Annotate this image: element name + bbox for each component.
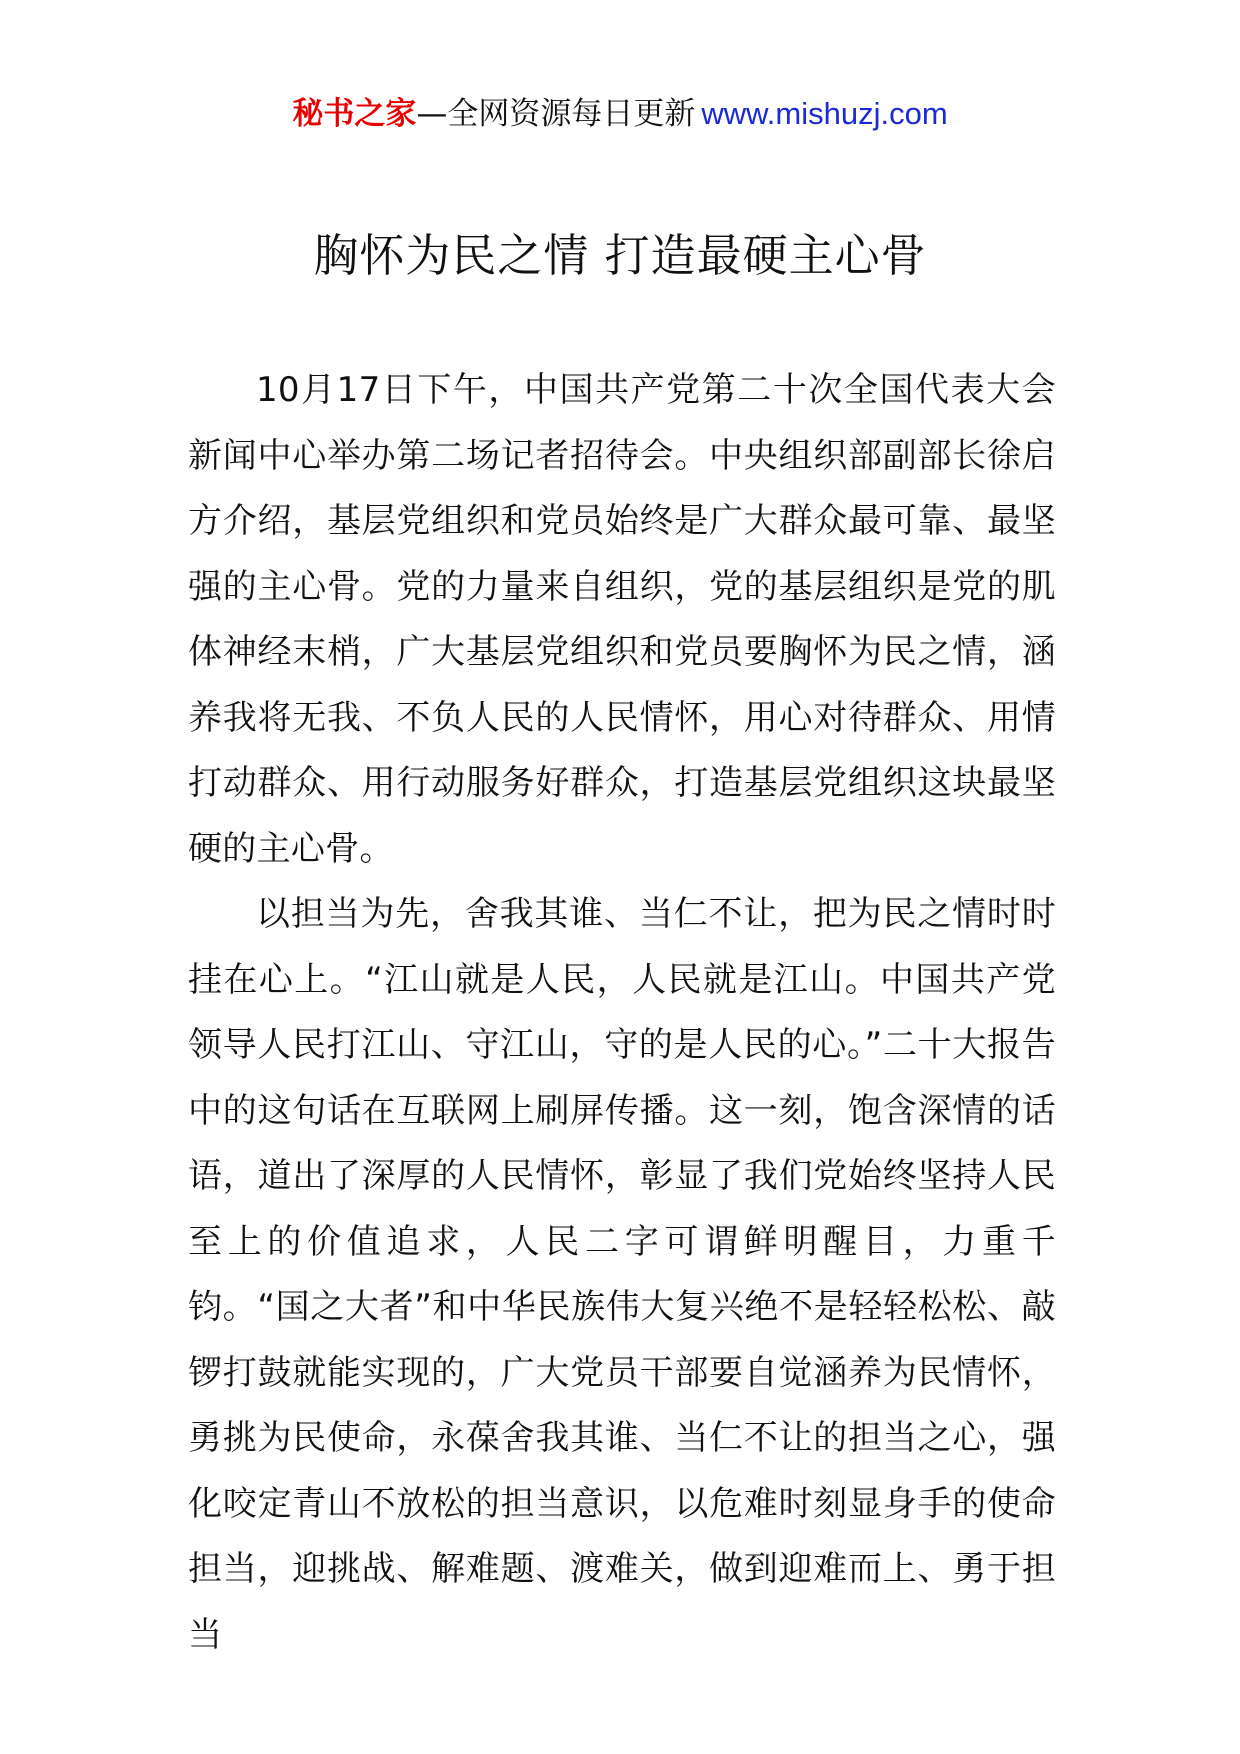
brand-name: 秘书之家	[292, 96, 417, 132]
paragraph: 10月17日下午，中国共产党第二十次全国代表大会新闻中心举办第二场记者招待会。中央组织部副部长徐启方介绍，基层党组织和党员始终是广大群众最可靠、最坚强的主心骨。党的力量来自组织，党的基层组织是党的肌体神经末梢，广大基层党组织和党员要胸怀为民之情，涵养我将无我、不负人民的人民情怀，用心对待群众、用情打动群众、用行动服务好群众，打造基层党组织这块最坚硬的主心骨。	[188, 370, 1056, 869]
site-slogan: —全网资源每日更新	[416, 96, 696, 132]
site-url-link[interactable]: www.mishuzj.com	[701, 96, 948, 131]
document-title: 胸怀为民之情 打造最硬主心骨	[313, 229, 927, 282]
paragraph: 以担当为先，舍我其谁、当仁不让，把为民之情时时挂在心上。“江山就是人民，人民就是江山。中国共产党领导人民打江山、守江山，守的是人民的心。”二十大报告中的这句话在互联网上刷屏传播。这一刻，饱含深情的话语，道出了深厚的人民情怀，彰显了我们党始终坚持人民至上的价值追求，人民二字可谓鲜明醒目，力重千钧。“国之大者”和中华民族伟大复兴绝不是轻轻松松、敲锣打鼓就能实现的，广大党员干部要自觉涵养为民情怀，勇挑为民使命，永葆舍我其谁、当仁不让的担当之心，强化咬定青山不放松的担当意识，以危难时刻显身手的使命担当，迎挑战、解难题、渡难关，做到迎难而上、勇于担当	[188, 894, 1056, 1655]
document-body	[188, 358, 1056, 1668]
site-header	[0, 94, 1240, 134]
